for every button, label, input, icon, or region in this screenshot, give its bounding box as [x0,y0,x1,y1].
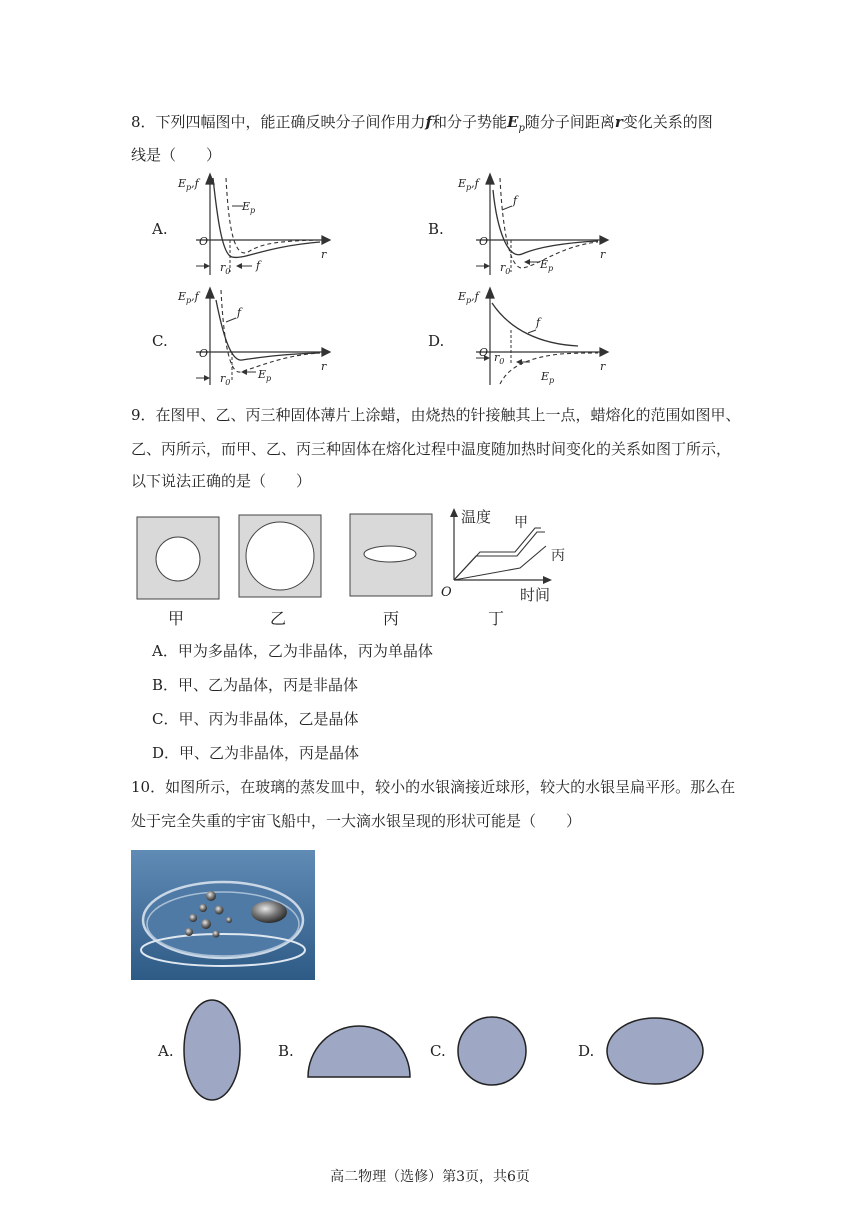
caption-bing: 丙 [383,609,400,628]
svg-text:r0: $r_0$ [500,261,511,276]
q8-option-d-label: D. [428,332,445,350]
svg-text:Ep: $E_p$ [258,368,272,383]
q8-option-c-label: C. [152,332,168,350]
q9-stem-line1: 9．在图甲、乙、丙三种固体薄片上涂蜡，由烧热的针接触其上一点，蜡熔化的范围如图甲、 [131,406,741,424]
q8-stem-line2: 线是（ ） [131,146,222,164]
q9-option-b: B．甲、乙为晶体，丙是非晶体 [152,676,359,694]
chart-ylabel: 温度 [461,508,492,526]
svg-text:f: f [237,306,242,319]
chart-series-jia: 甲 [514,515,528,531]
graph-a-origin: O [199,235,209,248]
chart-xlabel: 时间 [520,586,551,604]
svg-text:Ep,f: $E_p,f$ [458,177,479,192]
svg-text:Ep,f: $E_p,f$ [458,290,479,305]
q9-stem-line3: 以下说法正确的是（ ） [131,472,312,490]
page-footer: 高二物理（选修）第3页，共6页 [330,1169,530,1185]
q9-option-d: D．甲、乙为非晶体，丙是晶体 [152,744,360,762]
caption-jia: 甲 [168,609,185,628]
shape-c-circle [458,1017,526,1085]
svg-text:f: f [513,194,518,207]
svg-text:O: O [199,347,209,360]
graph-a-ylabel: $E_p,f$ [178,177,199,192]
chart-series-bing: 丙 [551,548,565,564]
q9-stem-line2: 乙、丙所示，而甲、乙、丙三种固体在熔化过程中温度随加热时间变化的关系如图丁所示， [131,440,732,458]
svg-text:O: O [479,346,489,359]
q10-option-d-label: D. [578,1042,595,1060]
svg-text:f: f [536,316,541,329]
shape-b-semicircle [308,1026,410,1077]
graph-a-ep-label: $E_p$ [242,200,256,215]
graph-a-xlabel: r [321,248,327,261]
caption-ding: 丁 [488,609,505,628]
q8-option-a-label: A. [152,220,168,238]
graph-a-r0: $r_0$ [220,261,231,276]
q9-option-c: C．甲、丙为非晶体，乙是晶体 [152,710,359,728]
q10-option-a-label: A. [158,1042,174,1060]
q9-option-a: A．甲为多晶体，乙为非晶体，丙为单晶体 [152,642,433,660]
q10-option-b-label: B. [278,1042,294,1060]
q10-stem-line2: 处于完全失重的宇宙飞船中，一大滴水银呈现的形状可能是（ ） [131,812,582,830]
q10-stem-line1: 10．如图所示，在玻璃的蒸发皿中，较小的水银滴接近球形，较大的水银呈扁平形。那么在 [131,778,736,796]
svg-text:r0: $r_0$ [220,372,231,387]
graph-a-f-label: f [256,259,261,272]
chart-origin: O [441,585,452,600]
svg-text:O: O [479,235,489,248]
q10-option-c-label: C. [430,1042,446,1060]
svg-text:Ep: $E_p$ [540,258,554,273]
svg-text:Ep,f: $E_p,f$ [178,290,199,305]
shape-d-horizontal-ellipse [607,1018,703,1084]
q8-option-b-label: B. [428,220,444,238]
svg-text:r: r [600,248,606,261]
q8-stem-line1: 8．下列四幅图中，能正确反映分子间作用力f和分子势能$E_p$随分子间距离r变化关系的图 [131,113,713,134]
svg-text:r: r [321,360,327,373]
svg-text:Ep: $E_p$ [541,370,555,385]
shape-a-vertical-ellipse [184,1000,240,1100]
caption-yi: 乙 [270,609,287,628]
svg-text:r: r [600,360,606,373]
svg-text:r0: $r_0$ [494,351,505,366]
